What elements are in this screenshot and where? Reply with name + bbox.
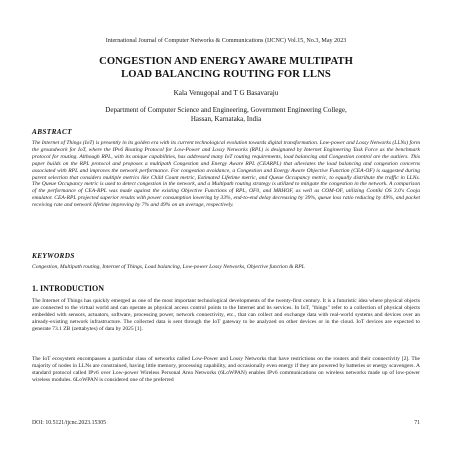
introduction-heading: 1. INTRODUCTION (32, 284, 105, 293)
authors: Kala Venugopal and T G Basavaraju (173, 89, 279, 97)
page-number: 71 (414, 420, 420, 426)
paper-title (40, 55, 412, 81)
keywords-text: Congestion, Multipath routing, Internet of Things, Load balancing, Low-power Lossy Networks, Objective function & RPL (32, 264, 305, 270)
title-line-1: CONGESTION AND ENERGY AWARE MULTIPATH (99, 56, 353, 67)
abstract-heading: ABSTRACT (32, 128, 72, 136)
journal-header: International Journal of Computer Networks & Communications (IJCNC) Vol.15, No.3, May 2023 (105, 38, 347, 44)
title-line-2: LOAD BALANCING ROUTING FOR LLNS (121, 69, 331, 80)
doi: DOI: 10.5121/ijcnc.2023.15305 (32, 420, 107, 426)
affiliation (40, 106, 412, 124)
introduction-paragraph-2: The IoT ecosystem encompasses a particular class of networks called Low-Power and Lossy Networks that have restrictions on the routers and their connectivity [2]. The majority of nodes in LLNs are constrained, having little memory, processing capability, and occasionally even energy if they are powered by batteries or energy scavengers. A standard protocol called IPv6 over Low-power Wireless Personal Area Networks (6LoWPAN) enables IPv6 communications on wireless networks made up of low-power wireless modules. 6LoWPAN is considered one of the preferred (32, 356, 420, 383)
affiliation-line-2: Hassan, Karnataka, India (190, 115, 262, 123)
introduction-paragraph-1: The Internet of Things has quickly emerged as one of the most important technological developments of the twenty-first century. It is a futuristic idea where physical objects are connected to the virtual world and can operate as physical access control points to the Internet and its services. In IoT, "things" refer to a collection of physical objects embedded with sensors, actuators, software, processing power, network connectivity, etc., that can collect and exchange data with real-world systems and devices over an already-existing network infrastructure. The collected data is sent through the IoT gateway to be analyzed on other devices or in the cloud. IoT devices are expected to generate 73.1 ZB (zettabytes) of data by 2025 [1]. (32, 298, 420, 332)
abstract-text: The Internet of Things (IoT) is presently in its golden era with its current technological evolution towards digital transformation. Low-power and Lossy Networks (LLNs) form the groundwork for IoT, where the IPv6 Routing Protocol for Low-Power and Lossy Networks (RPL) is designated by Internet Engineering Task Force as the benchmark protocol for routing. Although RPL, with its unique capabilities, has addressed many IoT routing requirements, load balancing and Congestion control are the outliers. This paper builds on the RPL protocol and proposes a multipath Congestion and Energy Aware RPL (CEARPL) that alleviates the load balancing and congestion concerns associated with RPL and improves the network performance. For congestion avoidance, a Congestion and Energy Aware Objective Function (CEA-OF) is suggested during parent selection that considers multiple metrics like Child Count metric, Estimated Lifetime metric, and Queue Occupancy metric, to equally distribute the traffic in LLNs. The Queue Occupancy metric is used to detect congestion in the network, and a Multipath routing strategy is utilized to mitigate the congestion in the network. A comparison of the performance of CEA-RPL was made against the existing Objective Functions of RPL, OF0, and MRHOF, as well as COM-OF, utilizing Contiki OS 3.0's Cooja emulator. CEA-RPL projected superior results with power consumption lowering by 33%, end-to-end delay decreasing by 39%, queue loss ratio reducing by 49%, and packet receiving rate and network lifetime improving by 7% and 49% on an average, respectively. (32, 140, 420, 209)
affiliation-line-1: Department of Computer Science and Engineering, Government Engineering College, (105, 106, 347, 114)
keywords-heading: KEYWORDS (32, 252, 75, 260)
